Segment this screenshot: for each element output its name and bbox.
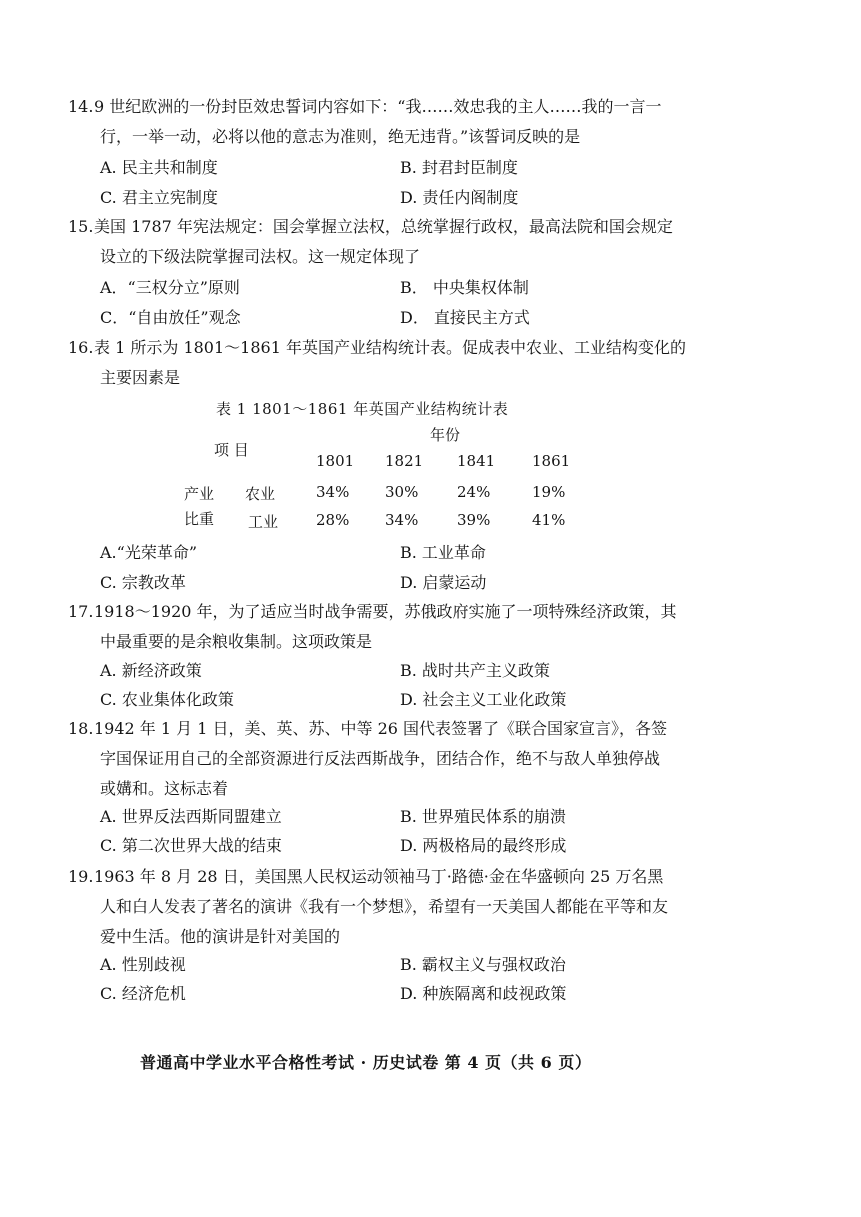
option-c[interactable]: C. 宗教改革 [100, 573, 186, 592]
question-text-line: 行，一举一动，必将以他的意志为准则，绝无违背。”该誓词反映的是 [100, 127, 581, 146]
table-year-header: 1801 [316, 452, 355, 470]
question-text-line: 1942 年 1 月 1 日，美、英、苏、中等 26 国代表签署了《联合国家宣言》，各签 [94, 719, 668, 738]
option-d[interactable]: D. 种族隔离和歧视政策 [400, 984, 567, 1003]
option-a[interactable]: A．“三权分立”原则 [100, 278, 240, 297]
option-b[interactable]: B. 工业革命 [400, 543, 486, 562]
option-b[interactable]: B. 封君封臣制度 [400, 158, 518, 177]
option-c[interactable]: C．“自由放任”观念 [100, 308, 241, 327]
option-c[interactable]: C. 君主立宪制度 [100, 188, 218, 207]
question-16-stem [68, 333, 788, 393]
page-footer: 普通高中学业水平合格性考试 · 历史试卷 第 4 页（共 6 页） [140, 1053, 592, 1072]
option-a[interactable]: A. 性别歧视 [100, 955, 186, 974]
table-row-label: 工业 [248, 513, 279, 531]
option-b[interactable]: B. 战时共产主义政策 [400, 661, 550, 680]
option-c[interactable]: C. 第二次世界大战的结束 [100, 836, 282, 855]
table-year-header: 1841 [457, 452, 496, 470]
table-cell: 24% [457, 483, 491, 501]
table-header-years: 年份 [430, 426, 461, 444]
table-cell: 34% [385, 511, 419, 529]
table-year-header: 1861 [532, 452, 571, 470]
question-text-line: 中最重要的是余粮收集制。这项政策是 [100, 632, 373, 651]
table-title: 表 1 1801～1861 年英国产业结构统计表 [216, 400, 509, 418]
table-year-header: 1821 [385, 452, 424, 470]
table-header-item: 项 目 [214, 441, 249, 459]
question-text-line: 1918～1920 年，为了适应当时战争需要，苏俄政府实施了一项特殊经济政策，其 [94, 602, 677, 621]
option-b[interactable]: B. 世界殖民体系的崩溃 [400, 807, 566, 826]
question-17-stem [68, 597, 788, 657]
table-cell: 30% [385, 483, 419, 501]
question-number: 15. [68, 217, 94, 236]
option-d[interactable]: D. 启蒙运动 [400, 573, 487, 592]
table-cell: 39% [457, 511, 491, 529]
table-cell: 28% [316, 511, 350, 529]
question-14-stem [68, 92, 788, 152]
option-a[interactable]: A.“光荣革命” [100, 543, 198, 562]
question-text-line: 9 世纪欧洲的一份封臣效忠誓词内容如下：“我……效忠我的主人……我的一言一 [94, 97, 662, 116]
option-d[interactable]: D． 直接民主方式 [400, 308, 530, 327]
option-d[interactable]: D. 责任内阁制度 [400, 188, 519, 207]
question-number: 16. [68, 338, 94, 357]
option-a[interactable]: A. 新经济政策 [100, 661, 202, 680]
option-d[interactable]: D. 社会主义工业化政策 [400, 690, 567, 709]
question-15-stem [68, 212, 788, 272]
question-text-line: 美国 1787 年宪法规定：国会掌握立法权，总统掌握行政权，最高法院和国会规定 [94, 217, 673, 236]
question-18-stem [68, 714, 788, 804]
table-cell: 41% [532, 511, 566, 529]
option-a[interactable]: A. 世界反法西斯同盟建立 [100, 807, 282, 826]
question-text-line: 人和白人发表了著名的演讲《我有一个梦想》，希望有一天美国人都能在平等和友 [100, 897, 669, 916]
option-b[interactable]: B． 中央集权体制 [400, 278, 529, 297]
question-number: 19. [68, 867, 94, 886]
question-text-line: 字国保证用自己的全部资源进行反法西斯战争，团结合作，绝不与敌人单独停战 [100, 749, 661, 768]
table-cell: 34% [316, 483, 350, 501]
option-c[interactable]: C. 经济危机 [100, 984, 186, 1003]
option-b[interactable]: B. 霸权主义与强权政治 [400, 955, 566, 974]
question-text-line: 设立的下级法院掌握司法权。这一规定体现了 [100, 247, 421, 266]
question-text-line: 表 1 所示为 1801～1861 年英国产业结构统计表。促成表中农业、工业结构变化的 [94, 338, 686, 357]
table-cell: 19% [532, 483, 566, 501]
question-number: 14. [68, 97, 94, 116]
question-19-stem [68, 862, 788, 952]
option-d[interactable]: D. 两极格局的最终形成 [400, 836, 567, 855]
question-text-line: 主要因素是 [100, 368, 181, 387]
question-text-line: 1963 年 8 月 28 日，美国黑人民权运动领袖马丁·路德·金在华盛顿向 25 万名黑 [94, 867, 664, 886]
question-number: 18. [68, 719, 94, 738]
question-text-line: 或媾和。这标志着 [100, 779, 229, 798]
table-group-label: 比重 [184, 510, 215, 528]
table-group-label: 产业 [184, 485, 215, 503]
question-number: 17. [68, 602, 94, 621]
option-a[interactable]: A. 民主共和制度 [100, 158, 218, 177]
option-c[interactable]: C. 农业集体化政策 [100, 690, 234, 709]
question-text-line: 爱中生活。他的演讲是针对美国的 [100, 927, 341, 946]
table-row-label: 农业 [245, 485, 276, 503]
